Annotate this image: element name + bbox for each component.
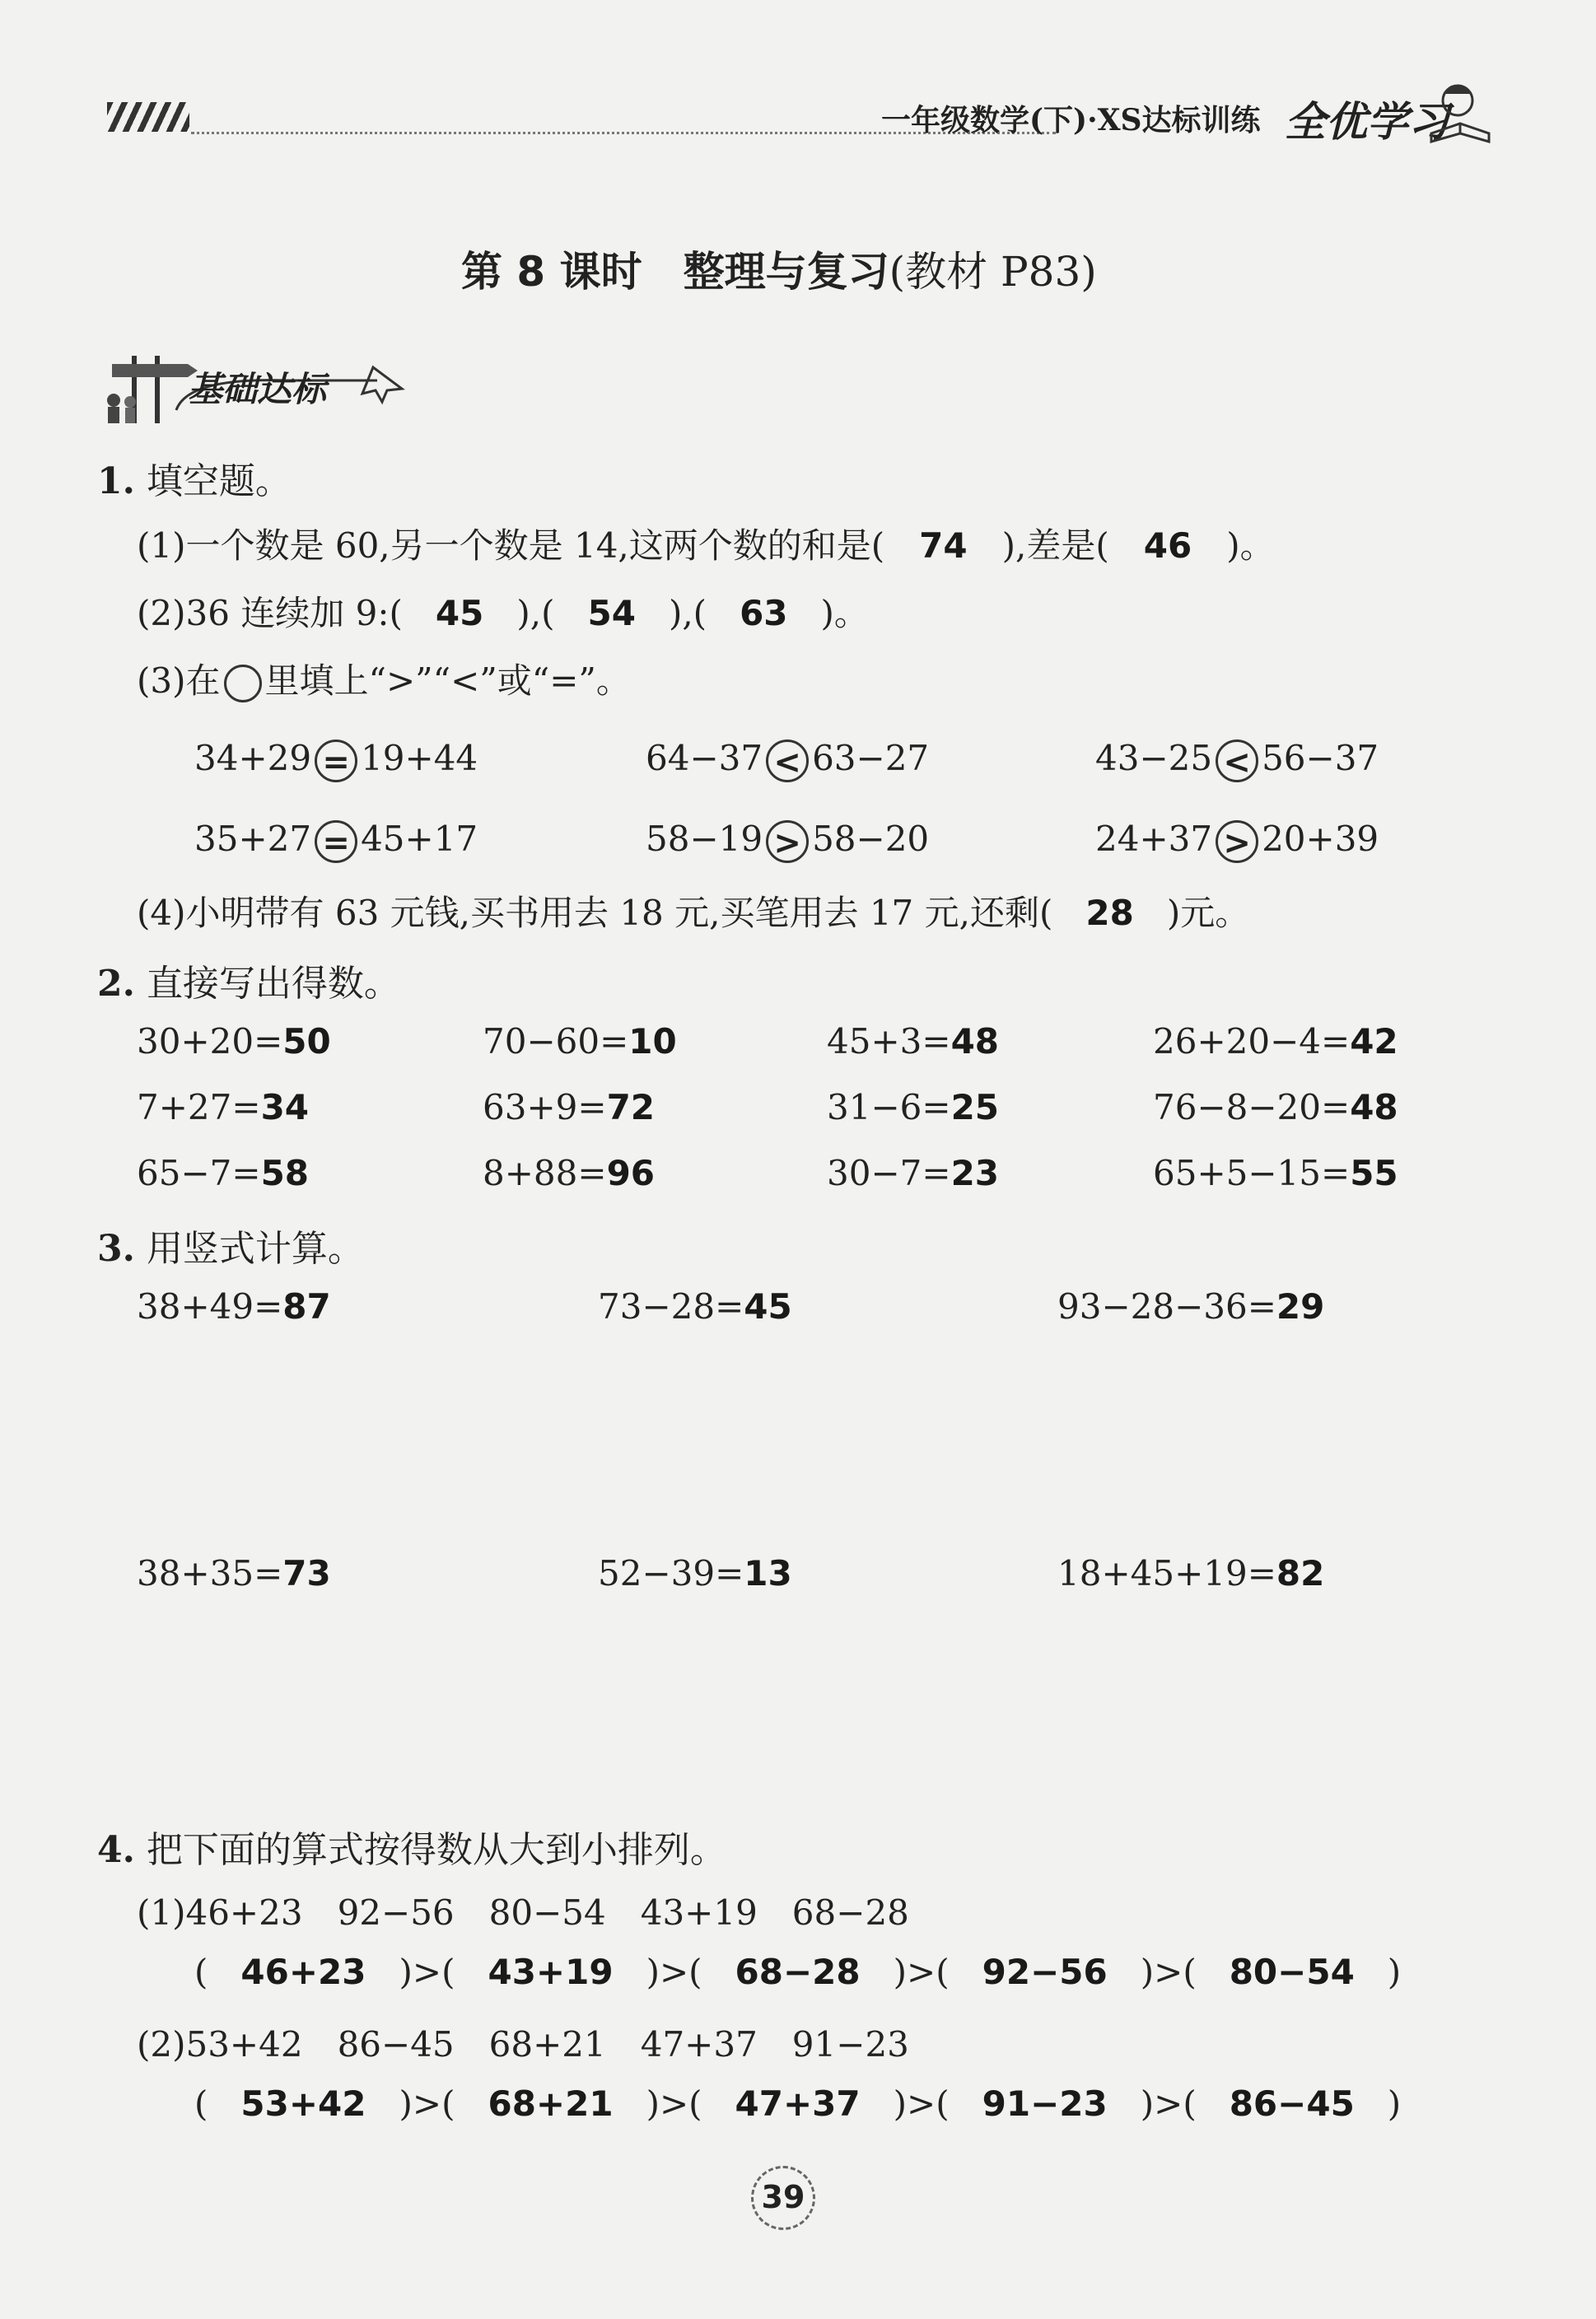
lesson-title-main: 第 8 课时 整理与复习 — [461, 248, 889, 296]
calc-answer: 55 — [1350, 1153, 1398, 1193]
q1p2-answer-1: 45 — [435, 593, 484, 633]
q4-number: 4. — [97, 1829, 135, 1871]
calc-expr: 65+5−15= — [1153, 1153, 1351, 1193]
calc-expr: 45+3= — [827, 1021, 951, 1062]
open-paren: ( — [441, 2083, 455, 2124]
calc-item — [827, 1087, 999, 1127]
q1p3-text-b: 里填上“>”“<”或“=”。 — [264, 660, 631, 701]
calc-answer: 73 — [282, 1553, 331, 1593]
vertical-calc-item — [1057, 1553, 1324, 1593]
compare-right: 20+39 — [1262, 819, 1379, 859]
calc-expr: 73−28= — [598, 1286, 744, 1327]
vertical-calc-item — [137, 1553, 331, 1593]
compare-answer-circle: < — [766, 740, 809, 782]
compare-answer-circle: = — [315, 740, 357, 782]
greater-than: > — [659, 2083, 689, 2124]
compare-right: 56−37 — [1262, 738, 1379, 778]
compare-item — [1095, 819, 1379, 863]
calc-expr: 93−28−36= — [1057, 1286, 1276, 1327]
calc-answer: 25 — [950, 1087, 1000, 1127]
compare-item — [646, 738, 929, 782]
q3-heading — [97, 1219, 364, 1271]
q1-part2 — [137, 586, 869, 636]
calc-expr: 65−7= — [137, 1153, 261, 1193]
order-answer: 80−54 — [1229, 1952, 1355, 1992]
page-number: 39 — [751, 2166, 815, 2230]
open-paren: ( — [936, 2083, 950, 2124]
compare-left: 24+37 — [1095, 819, 1213, 859]
q1-part1 — [137, 519, 1275, 568]
vertical-calc-item — [1057, 1286, 1324, 1327]
calc-item — [1153, 1087, 1398, 1127]
compare-left: 35+27 — [194, 819, 312, 859]
student-reading-icon — [1423, 76, 1497, 150]
compare-answer-circle: < — [1216, 740, 1258, 782]
q4-heading — [97, 1820, 726, 1873]
order-answer: 53+42 — [240, 2083, 366, 2124]
q4-heading-text: 把下面的算式按得数从大到小排列。 — [146, 1829, 726, 1871]
calc-item — [827, 1021, 999, 1062]
calc-expr: 30−7= — [827, 1153, 951, 1193]
open-paren: ( — [194, 1952, 208, 1992]
compare-right: 45+17 — [361, 819, 478, 859]
close-paren: ) — [1387, 1952, 1402, 1992]
order-answer: 46+23 — [240, 1952, 366, 1992]
compare-item — [1095, 738, 1379, 782]
greater-than: > — [907, 2083, 936, 2124]
q1-heading — [97, 451, 292, 504]
compare-left: 43−25 — [1095, 738, 1213, 778]
compare-right: 58−20 — [812, 819, 930, 859]
q1-part3 — [137, 654, 631, 703]
close-paren: ) — [1387, 2083, 1402, 2124]
calc-expr: 76−8−20= — [1153, 1087, 1351, 1127]
calc-answer: 23 — [950, 1153, 1000, 1193]
calc-answer: 72 — [606, 1087, 656, 1127]
calc-item — [483, 1087, 655, 1127]
empty-circle-icon — [224, 665, 262, 702]
open-paren: ( — [194, 2083, 208, 2124]
q2-heading-text: 直接写出得数。 — [146, 963, 400, 1005]
close-paren: ) — [399, 2083, 413, 2124]
close-paren: ) — [1140, 2083, 1155, 2124]
close-paren: ) — [646, 2083, 660, 2124]
q4-part2-order — [194, 2083, 1401, 2124]
q2-heading — [97, 954, 400, 1006]
calc-answer: 34 — [260, 1087, 310, 1127]
q1p2-end: )。 — [820, 593, 869, 633]
calc-answer: 48 — [950, 1021, 1000, 1062]
order-answer: 91−23 — [982, 2083, 1108, 2124]
brand-logo: 全优学习 — [1285, 97, 1449, 146]
compare-right: 63−27 — [812, 738, 930, 778]
q1p1-text-b: ),差是( — [1001, 525, 1109, 566]
compare-left: 58−19 — [646, 819, 763, 859]
greater-than: > — [659, 1952, 689, 1992]
q1p4-text-b: )元。 — [1166, 893, 1250, 933]
greater-than: > — [1154, 2083, 1183, 2124]
q1p4-text: (4)小明带有 63 元钱,买书用去 18 元,买笔用去 17 元,还剩( — [137, 893, 1053, 933]
compare-answer-circle: > — [766, 820, 809, 863]
header-series-text: 一年级数学(下)·XS达标训练 — [881, 103, 1261, 138]
calc-item — [827, 1153, 999, 1193]
calc-item — [137, 1021, 331, 1062]
q1-part4 — [137, 886, 1249, 936]
close-paren: ) — [399, 1952, 413, 1992]
order-answer: 47+37 — [735, 2083, 861, 2124]
close-paren: ) — [893, 2083, 908, 2124]
calc-item — [1153, 1153, 1398, 1193]
calc-answer: 50 — [282, 1021, 331, 1062]
compare-left: 34+29 — [194, 738, 312, 778]
calc-item — [483, 1021, 677, 1062]
open-paren: ( — [688, 1952, 702, 1992]
calc-answer: 58 — [260, 1153, 310, 1193]
greater-than: > — [1154, 1952, 1183, 1992]
calc-item — [483, 1153, 655, 1193]
compare-right: 19+44 — [361, 738, 478, 778]
calc-answer: 48 — [1350, 1087, 1398, 1127]
close-paren: ) — [646, 1952, 660, 1992]
q1-number: 1. — [97, 460, 135, 502]
open-paren: ( — [1183, 1952, 1197, 1992]
calc-answer: 45 — [744, 1286, 792, 1327]
q2-number: 2. — [97, 963, 135, 1005]
calc-expr: 31−6= — [827, 1087, 951, 1127]
open-paren: ( — [1183, 2083, 1197, 2124]
q3-heading-text: 用竖式计算。 — [146, 1228, 364, 1270]
q1p2-text: (2)36 连续加 9:( — [137, 593, 403, 633]
close-paren: ) — [1140, 1952, 1155, 1992]
greater-than: > — [907, 1952, 936, 1992]
q1p3-text: (3)在 — [137, 660, 221, 701]
lesson-title — [461, 239, 1097, 298]
open-paren: ( — [936, 1952, 950, 1992]
open-paren: ( — [688, 2083, 702, 2124]
q1p4-answer: 28 — [1085, 893, 1134, 933]
q1p1-answer-diff: 46 — [1143, 525, 1192, 566]
calc-answer: 10 — [628, 1021, 677, 1062]
compare-answer-circle: = — [315, 820, 357, 863]
open-paren: ( — [441, 1952, 455, 1992]
q1p1-text: (1)一个数是 60,另一个数是 14,这两个数的和是( — [137, 525, 885, 566]
vertical-calc-item — [598, 1553, 792, 1593]
q1p2-sep: ),( — [516, 593, 555, 633]
calc-expr: 7+27= — [137, 1087, 261, 1127]
q4-part2-list: (2)53+42 86−45 68+21 47+37 91−23 — [137, 2024, 909, 2065]
calc-expr: 18+45+19= — [1057, 1553, 1276, 1593]
calc-item — [137, 1153, 309, 1193]
calc-expr: 8+88= — [483, 1153, 607, 1193]
close-paren: ) — [893, 1952, 908, 1992]
calc-answer: 13 — [744, 1553, 792, 1593]
order-answer: 86−45 — [1229, 2083, 1355, 2124]
vertical-calc-item — [137, 1286, 331, 1327]
order-answer: 92−56 — [982, 1952, 1108, 1992]
greater-than: > — [412, 1952, 442, 1992]
header-hatch-decoration — [107, 102, 189, 132]
greater-than: > — [412, 2083, 442, 2124]
calc-answer: 42 — [1350, 1021, 1398, 1062]
calc-expr: 52−39= — [598, 1553, 744, 1593]
lesson-title-sub: (教材 P83) — [889, 248, 1097, 296]
calc-expr: 30+20= — [137, 1021, 283, 1062]
q4-part1-order — [194, 1952, 1401, 1992]
calc-answer: 82 — [1276, 1553, 1325, 1593]
q1p2-answer-3: 63 — [740, 593, 788, 633]
q1p2-answer-2: 54 — [587, 593, 636, 633]
compare-answer-circle: > — [1216, 820, 1258, 863]
q1-heading-text: 填空题。 — [146, 460, 292, 502]
q4-part1-list: (1)46+23 92−56 80−54 43+19 68−28 — [137, 1892, 909, 1933]
compare-item — [194, 819, 478, 863]
calc-answer: 96 — [606, 1153, 656, 1193]
calc-item — [1153, 1021, 1398, 1062]
q1p1-text-c: )。 — [1226, 525, 1275, 566]
compare-item — [194, 738, 478, 782]
calc-expr: 38+35= — [137, 1553, 283, 1593]
calc-item — [137, 1087, 309, 1127]
compare-item — [646, 819, 929, 863]
order-answer: 43+19 — [488, 1952, 614, 1992]
calc-expr: 26+20−4= — [1153, 1021, 1351, 1062]
q3-number: 3. — [97, 1228, 135, 1270]
calc-answer: 87 — [282, 1286, 331, 1327]
order-answer: 68−28 — [735, 1952, 861, 1992]
compare-left: 64−37 — [646, 738, 763, 778]
q1p2-sep: ),( — [668, 593, 707, 633]
calc-expr: 70−60= — [483, 1021, 629, 1062]
calc-answer: 29 — [1276, 1286, 1325, 1327]
order-answer: 68+21 — [488, 2083, 614, 2124]
section-label: 基础达标 — [188, 369, 327, 409]
vertical-calc-item — [598, 1286, 792, 1327]
calc-expr: 38+49= — [137, 1286, 283, 1327]
calc-expr: 63+9= — [483, 1087, 607, 1127]
q1p1-answer-sum: 74 — [919, 525, 968, 566]
